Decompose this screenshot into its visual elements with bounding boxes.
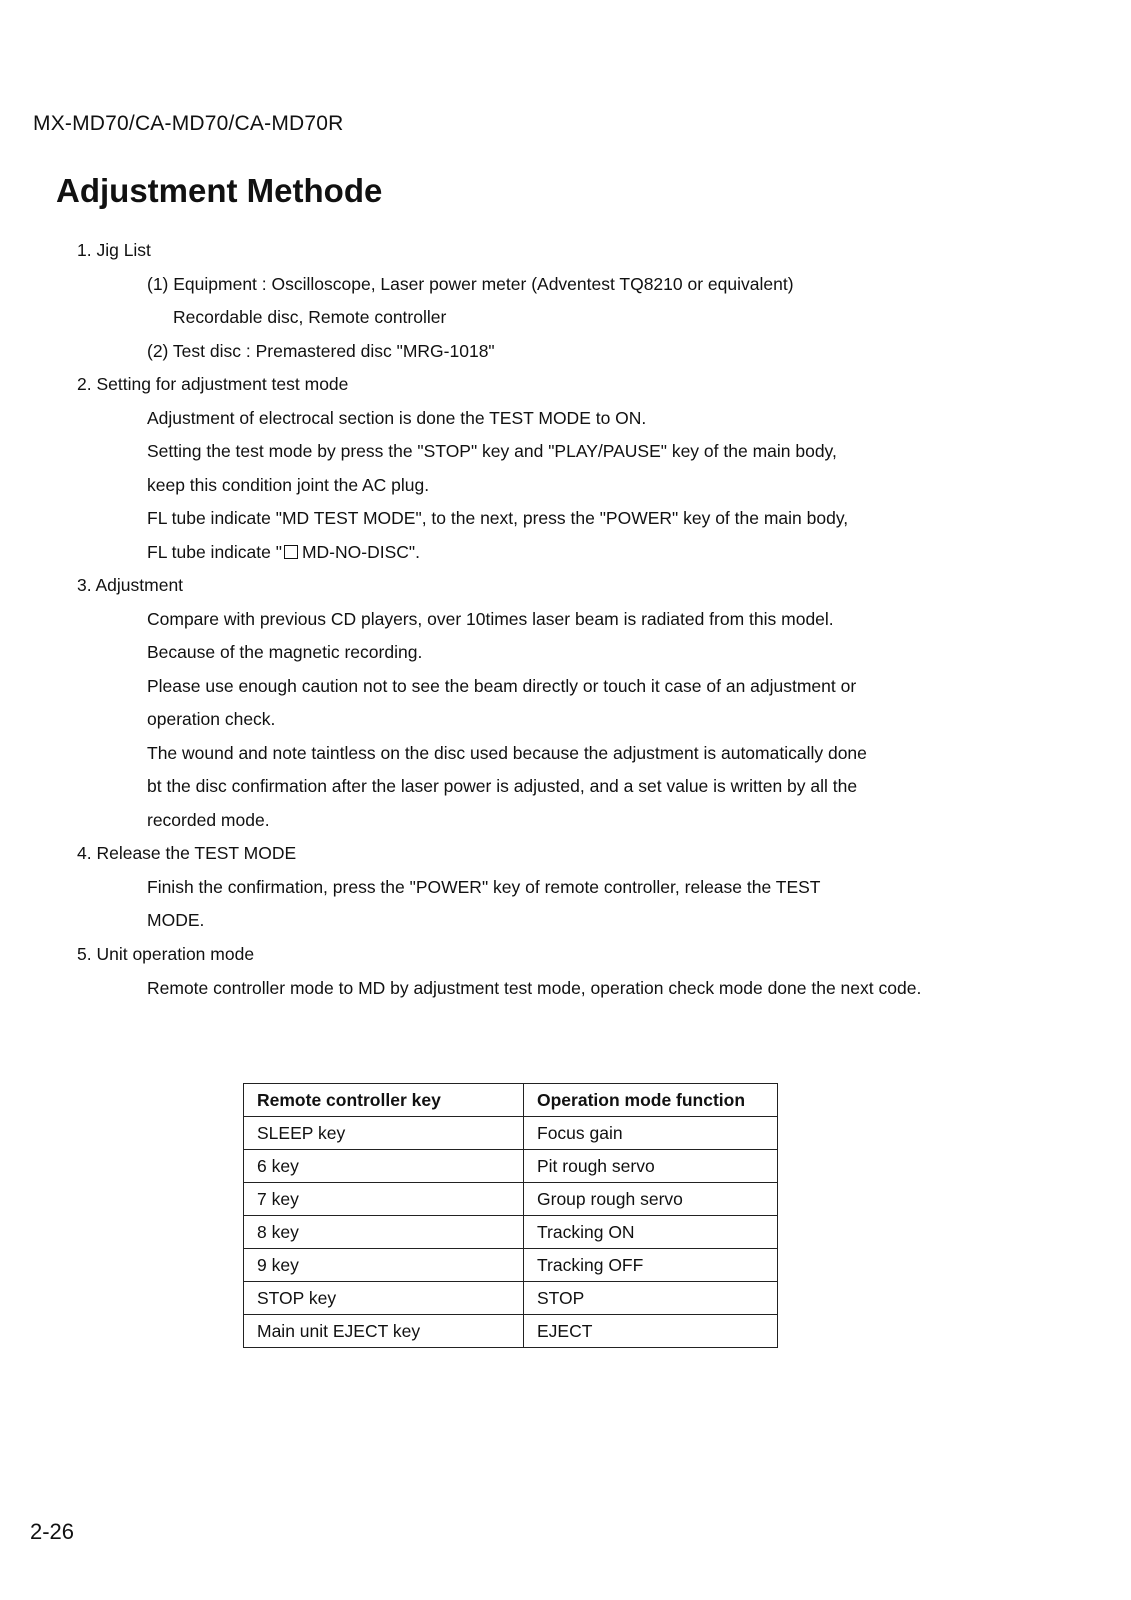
section-heading-release: 4. Release the TEST MODE [77, 843, 297, 863]
table-header-row [244, 1084, 778, 1117]
table-row [244, 1315, 778, 1348]
paragraph-line: Finish the confirmation, press the "POWER" key of remote controller, release the TEST [147, 877, 821, 897]
table-cell-function: Group rough servo [524, 1183, 778, 1216]
table-cell-function: EJECT [524, 1315, 778, 1348]
paragraph-line: Remote controller mode to MD by adjustment test mode, operation check mode done the next code. [147, 978, 922, 998]
table-cell-key: 9 key [244, 1249, 524, 1282]
jig-item-equipment: (1) Equipment : Oscilloscope, Laser power meter (Adventest TQ8210 or equivalent) [147, 274, 794, 294]
operation-mode-table [243, 1083, 778, 1348]
paragraph-line: Setting the test mode by press the "STOP" key and "PLAY/PAUSE" key of the main body, [147, 441, 837, 461]
table-cell-key: 7 key [244, 1183, 524, 1216]
paragraph-line: The wound and note taintless on the disc used because the adjustment is automatically done [147, 743, 867, 763]
column-header-remote-key: Remote controller key [244, 1084, 524, 1117]
table-row [244, 1117, 778, 1150]
paragraph-text: FL tube indicate " [147, 542, 282, 562]
paragraph-line: Adjustment of electrocal section is done the TEST MODE to ON. [147, 408, 647, 428]
table-cell-function: Tracking OFF [524, 1249, 778, 1282]
table-row [244, 1216, 778, 1249]
paragraph-line: Compare with previous CD players, over 10times laser beam is radiated from this model. [147, 609, 834, 629]
paragraph-line: recorded mode. [147, 810, 270, 830]
jig-item-equipment-continued: Recordable disc, Remote controller [173, 307, 447, 327]
table-cell-key: 6 key [244, 1150, 524, 1183]
paragraph-line: Because of the magnetic recording. [147, 642, 423, 662]
section-heading-adjustment: 3. Adjustment [77, 575, 184, 595]
page-number: 2-26 [30, 1519, 75, 1544]
square-icon [284, 545, 298, 559]
table-row [244, 1282, 778, 1315]
table-row [244, 1150, 778, 1183]
table-cell-function: STOP [524, 1282, 778, 1315]
section-heading-jig-list: 1. Jig List [77, 240, 151, 260]
table-cell-key: SLEEP key [244, 1117, 524, 1150]
paragraph-line: FL tube indicate "MD TEST MODE", to the next, press the "POWER" key of the main body, [147, 508, 849, 528]
table-cell-key: Main unit EJECT key [244, 1315, 524, 1348]
table-cell-function: Tracking ON [524, 1216, 778, 1249]
table-cell-key: 8 key [244, 1216, 524, 1249]
section-heading-unit-operation: 5. Unit operation mode [77, 944, 255, 964]
table-cell-function: Focus gain [524, 1117, 778, 1150]
table-row [244, 1249, 778, 1282]
paragraph-line [147, 542, 420, 563]
table-cell-key: STOP key [244, 1282, 524, 1315]
jig-item-test-disc: (2) Test disc : Premastered disc "MRG-1018" [147, 341, 495, 361]
table-cell-function: Pit rough servo [524, 1150, 778, 1183]
table-row [244, 1183, 778, 1216]
paragraph-line: Please use enough caution not to see the beam directly or touch it case of an adjustment or [147, 676, 857, 696]
paragraph-line: operation check. [147, 709, 276, 729]
paragraph-line: bt the disc confirmation after the laser power is adjusted, and a set value is written by all the [147, 776, 858, 796]
paragraph-line: keep this condition joint the AC plug. [147, 475, 430, 495]
column-header-operation-function: Operation mode function [524, 1084, 778, 1117]
model-header: MX-MD70/CA-MD70/CA-MD70R [33, 112, 344, 135]
section-heading-setting: 2. Setting for adjustment test mode [77, 374, 349, 394]
paragraph-line: MODE. [147, 910, 205, 930]
paragraph-text: MD-NO-DISC". [301, 542, 420, 562]
page-title: Adjustment Methode [56, 172, 383, 209]
